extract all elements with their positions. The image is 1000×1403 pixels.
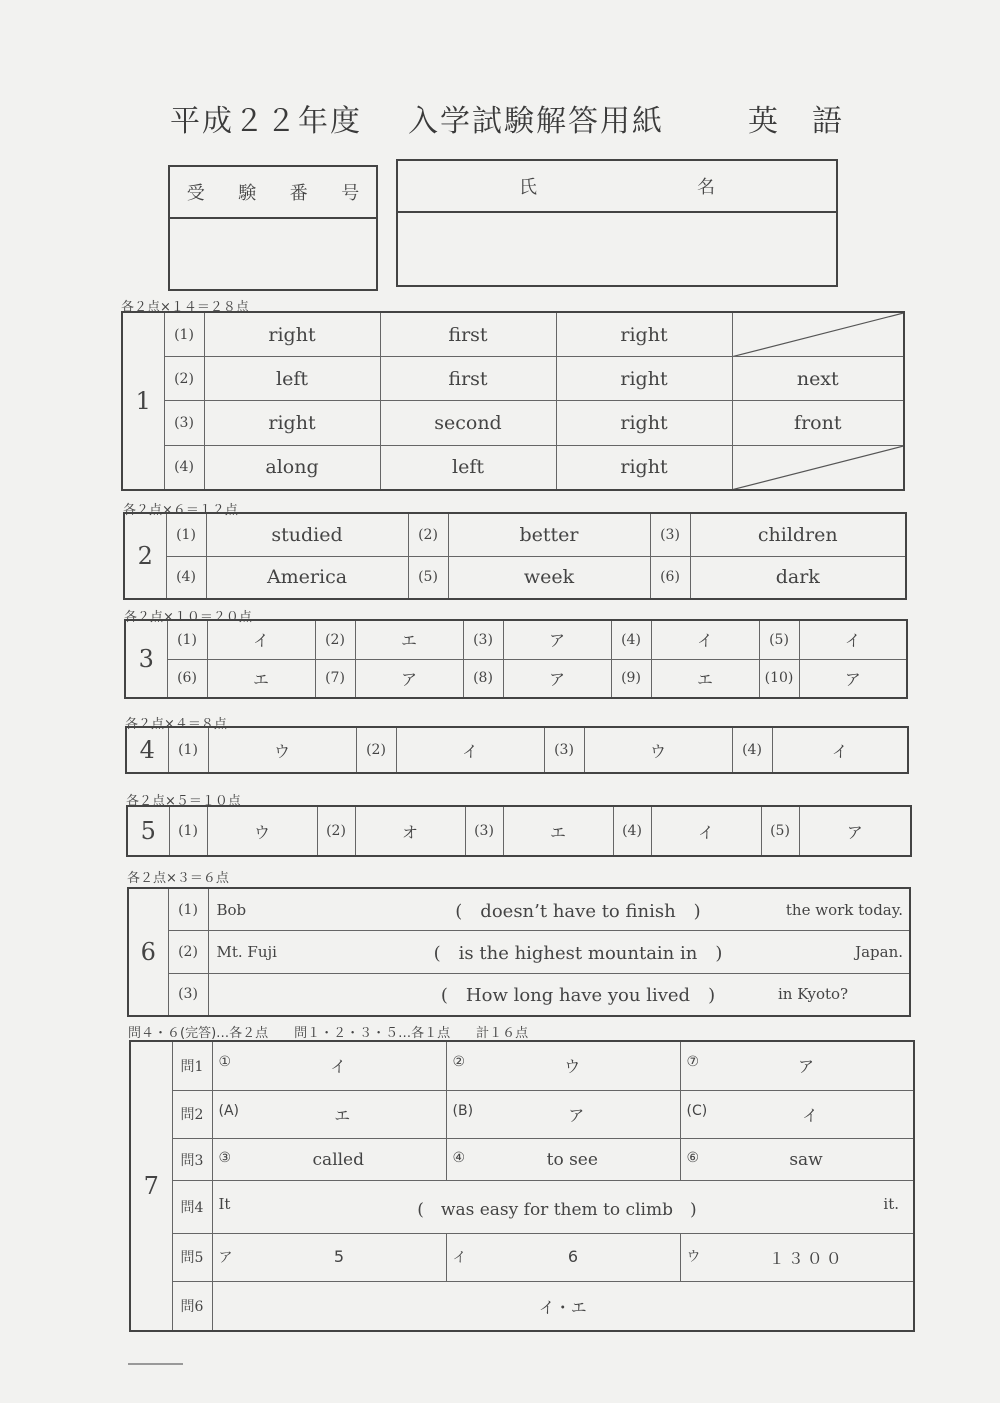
section-number: 2	[124, 513, 166, 599]
item-label: (1)	[168, 888, 208, 931]
answer-cell: first	[380, 357, 556, 401]
item-label: (2)	[168, 931, 208, 973]
section6-scoring: 各２点×３＝６点	[127, 871, 229, 886]
item-label: (3)	[168, 973, 208, 1016]
answer-cell: ア	[799, 659, 907, 698]
item-label: (1)	[169, 806, 207, 856]
answer-cell: right	[204, 401, 380, 445]
item-label: (2)	[164, 357, 204, 401]
item-label: (5)	[761, 806, 799, 856]
item-label: (5)	[759, 620, 799, 659]
item-label: (3)	[463, 620, 503, 659]
crossed-out-cell	[732, 312, 904, 357]
section-number: 4	[126, 727, 168, 773]
answer-cell: ウ １３００	[680, 1233, 914, 1281]
exam-number-label: 受 験 番 号	[170, 167, 376, 219]
answer-cell: ア	[503, 659, 611, 698]
answer-cell: left	[380, 445, 556, 490]
section3-table	[124, 619, 908, 699]
section6-table	[127, 887, 911, 1017]
answer-cell: エ	[503, 806, 613, 856]
answer-cell: イ	[651, 806, 761, 856]
section-number: 5	[127, 806, 169, 856]
name-box	[396, 159, 838, 287]
answer-cell: イ・エ	[212, 1282, 914, 1331]
answer-cell: children	[690, 513, 906, 556]
section1-table	[121, 311, 905, 491]
sentence-end: in Kyoto?	[768, 973, 910, 1016]
answer-cell: next	[732, 357, 904, 401]
item-label: (3)	[164, 401, 204, 445]
item-label: (2)	[315, 620, 355, 659]
section-number: 7	[130, 1041, 172, 1331]
item-label: (2)	[408, 513, 448, 556]
answer-cell: イ 6	[446, 1233, 680, 1281]
item-label: (3)	[650, 513, 690, 556]
answer-cell: イ	[772, 727, 908, 773]
answer-cell: イ	[207, 620, 315, 659]
section-number: 6	[128, 888, 168, 1016]
question-label: 問3	[172, 1139, 212, 1181]
item-label: (10)	[759, 659, 799, 698]
sentence-answer: ( How long have you lived )	[388, 973, 768, 1016]
answer-cell: エ	[651, 659, 759, 698]
section-number: 3	[125, 620, 167, 698]
subject-title: 英 語	[748, 104, 844, 139]
answer-cell: ア	[355, 659, 463, 698]
answer-cell: ② ウ	[446, 1041, 680, 1090]
sentence-start: Mt. Fuji	[208, 931, 388, 973]
question-label: 問4	[172, 1181, 212, 1233]
sentence-start: It	[218, 1194, 231, 1213]
answer-cell: ア 5	[212, 1233, 446, 1281]
answer-cell: ⑥ saw	[680, 1139, 914, 1181]
item-label: (6)	[650, 556, 690, 599]
sentence-answer: ( doesn’t have to finish )	[388, 888, 768, 931]
answer-cell: ⑦ ア	[680, 1041, 914, 1090]
answer-cell: front	[732, 401, 904, 445]
sentence-answer-row	[212, 1181, 914, 1233]
item-label: (4)	[611, 620, 651, 659]
answer-cell: ③ called	[212, 1139, 446, 1181]
answer-cell: America	[206, 556, 408, 599]
item-label: (2)	[317, 806, 355, 856]
section7-table	[129, 1040, 915, 1332]
item-label: (1)	[168, 727, 208, 773]
item-label: (1)	[167, 620, 207, 659]
sentence-start: Bob	[208, 888, 388, 931]
exam-number-box	[168, 165, 378, 291]
section3-scoring: 各２点×１０＝２０点	[124, 610, 252, 625]
answer-cell: (A) エ	[212, 1090, 446, 1138]
sentence-end: it.	[883, 1194, 899, 1213]
item-label: (3)	[465, 806, 503, 856]
answer-cell: ア	[503, 620, 611, 659]
section7-scoring: 問４・６(完答)…各２点 問１・２・３・５…各１点 計１６点	[128, 1026, 529, 1041]
answer-cell: ア	[799, 806, 911, 856]
sentence-answer: ( is the highest mountain in )	[388, 931, 768, 973]
item-label: (6)	[167, 659, 207, 698]
question-label: 問2	[172, 1090, 212, 1138]
item-label: (3)	[544, 727, 584, 773]
section4-table	[125, 726, 909, 774]
sentence-end: Japan.	[768, 931, 910, 973]
question-label: 問6	[172, 1282, 212, 1331]
answer-cell: ① イ	[212, 1041, 446, 1090]
sentence-end: the work today.	[768, 888, 910, 931]
answer-cell: better	[448, 513, 650, 556]
crossed-out-cell	[732, 445, 904, 490]
section2-table	[123, 512, 907, 600]
answer-cell: (C) イ	[680, 1090, 914, 1138]
item-label: (1)	[164, 312, 204, 357]
answer-cell: エ	[355, 620, 463, 659]
answer-cell: ウ	[207, 806, 317, 856]
question-label: 問1	[172, 1041, 212, 1090]
answer-cell: right	[556, 312, 732, 357]
item-label: (4)	[166, 556, 206, 599]
item-label: (2)	[356, 727, 396, 773]
question-label: 問5	[172, 1233, 212, 1281]
answer-cell: ウ	[208, 727, 356, 773]
sentence-answer: ( was easy for them to climb )	[417, 1199, 697, 1220]
exam-number-field[interactable]	[170, 219, 376, 289]
answer-cell: イ	[799, 620, 907, 659]
section1-scoring: 各２点×１４＝２８点	[121, 300, 249, 315]
section5-scoring: 各２点×５＝１０点	[126, 794, 241, 809]
answer-cell: along	[204, 445, 380, 490]
answer-cell: dark	[690, 556, 906, 599]
answer-cell: second	[380, 401, 556, 445]
answer-cell: ④ to see	[446, 1139, 680, 1181]
answer-cell: first	[380, 312, 556, 357]
item-label: (4)	[732, 727, 772, 773]
sentence-start	[208, 973, 388, 1016]
answer-cell: studied	[206, 513, 408, 556]
answer-cell: エ	[207, 659, 315, 698]
answer-cell: left	[204, 357, 380, 401]
answer-cell: イ	[396, 727, 544, 773]
answer-cell: (B) ア	[446, 1090, 680, 1138]
section5-table	[126, 805, 912, 857]
item-label: (7)	[315, 659, 355, 698]
item-label: (4)	[613, 806, 651, 856]
section-number: 1	[122, 312, 164, 490]
name-label: 氏 名	[398, 161, 836, 213]
section4-scoring: 各２点×４＝８点	[125, 717, 227, 732]
item-label: (4)	[164, 445, 204, 490]
answer-cell: ウ	[584, 727, 732, 773]
item-label: (8)	[463, 659, 503, 698]
answer-cell: right	[204, 312, 380, 357]
answer-cell: week	[448, 556, 650, 599]
item-label: (5)	[408, 556, 448, 599]
exam-year: 平成２２年度	[170, 104, 362, 139]
item-label: (9)	[611, 659, 651, 698]
section2-scoring: 各２点×６＝１２点	[123, 503, 238, 518]
sheet-title: 入学試験解答用紙	[408, 104, 664, 139]
answer-cell: オ	[355, 806, 465, 856]
answer-cell: right	[556, 357, 732, 401]
answer-cell: right	[556, 445, 732, 490]
answer-cell: イ	[651, 620, 759, 659]
item-label: (1)	[166, 513, 206, 556]
name-field[interactable]	[398, 213, 836, 285]
scan-mark	[128, 1363, 183, 1365]
answer-cell: right	[556, 401, 732, 445]
